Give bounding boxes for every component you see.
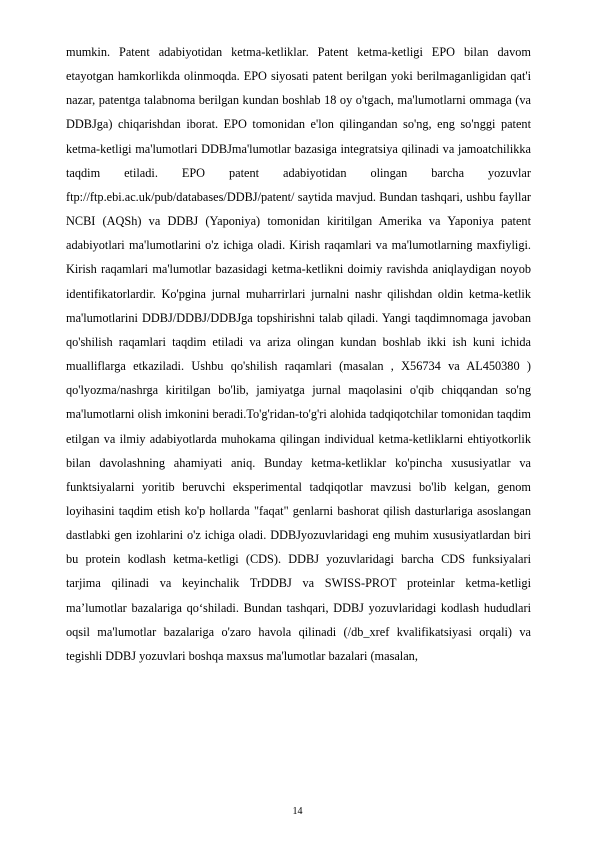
page-number: 14 bbox=[292, 806, 303, 817]
document-page bbox=[66, 40, 531, 668]
body-paragraph: mumkin. Patent adabiyotidan ketma-ketliklar. Patent ketma-ketligi EPO bilan davom etayotgan hamkorlikda olinmoqda. EPO siyosati patent berilgan yoki berilmaganligidan qat'i nazar, patentga talabnoma berilgan kundan boshlab 18 oy o'tgach, ma'lumotlarni ommaga (va DDBJga) chiqarishdan iborat. EPO tomonidan e'lon qilingandan so'ng, eng so'nggi patent ketma-ketligi ma'lumotlari DDBJma'lumotlar bazasiga integratsiya qilinadi va jamoatchilikka taqdim etiladi. EPO patent adabiyotidan olingan barcha yozuvlar ftp://ftp.ebi.ac.uk/pub/databases/DDBJ/patent/ saytida mavjud. Bundan tashqari, ushbu fayllar NCBI (AQSh) va DDBJ (Yaponiya) tomonidan kiritilgan Amerika va Yaponiya patent adabiyotlari ma'lumotlarini o'z ichiga oladi. Kirish raqamlari va ma'lumotlarning maxfiyligi. Kirish raqamlari ma'lumotlar bazasidagi ketma-ketlikni doimiy ravishda aniqlaydigan noyob identifikatorlardir. Ko'pgina jurnal muharrirlari jurnalni nashr qilishdan oldin ketma-ketlik ma'lumotlarini DDBJ/DDBJ/DDBJga topshirishni talab qiladi. Yangi taqdimnomaga javoban qo'shilish raqamlari taqdim etiladi va ariza olingan kundan boshlab ikki ish kuni ichida mualliflarga etkaziladi. Ushbu qo'shilish raqamlari (masalan , X56734 va AL450380 ) qo'lyozma/nashrga kiritilgan bo'lib, jamiyatga jurnal maqolasini o'qib chiqqandan so'ng ma'lumotlarni olish imkonini beradi.To'g'ridan-to'g'ri alohida tadqiqotchilar tomonidan taqdim etilgan va ilmiy adabiyotlarda muhokama qilingan individual ketma-ketliklarni ehtiyotkorlik bilan davolashning ahamiyati aniq. Bunday ketma-ketliklar ko'pincha xususiyatlar va funktsiyalarni yoritib beruvchi eksperimental tadqiqotlar mavzusi bo'lib kelgan, genom loyihasini taqdim etish ko'p hollarda "faqat" genlarni bashorat qilish dasturlariga asoslangan dastlabki gen izohlarini o'z ichiga oladi. DDBJyozuvlaridagi eng muhim xususiyatlardan biri bu protein kodlash ketma-ketligi (CDS). DDBJ yozuvlaridagi barcha CDS funksiyalari tarjima qilinadi va keyinchalik TrDDBJ va SWISS-PROT proteinlar ketma-ketligi ma’lumotlar bazalariga qo‘shiladi. Bundan tashqari, DDBJ yozuvlaridagi kodlash hududlari oqsil ma'lumotlar bazalariga o'zaro havola qilinadi (/db_xref kvalifikatsiyasi orqali) va tegishli DDBJ yozuvlari boshqa maxsus ma'lumotlar bazalari (masalan, bbox=[66, 45, 531, 663]
